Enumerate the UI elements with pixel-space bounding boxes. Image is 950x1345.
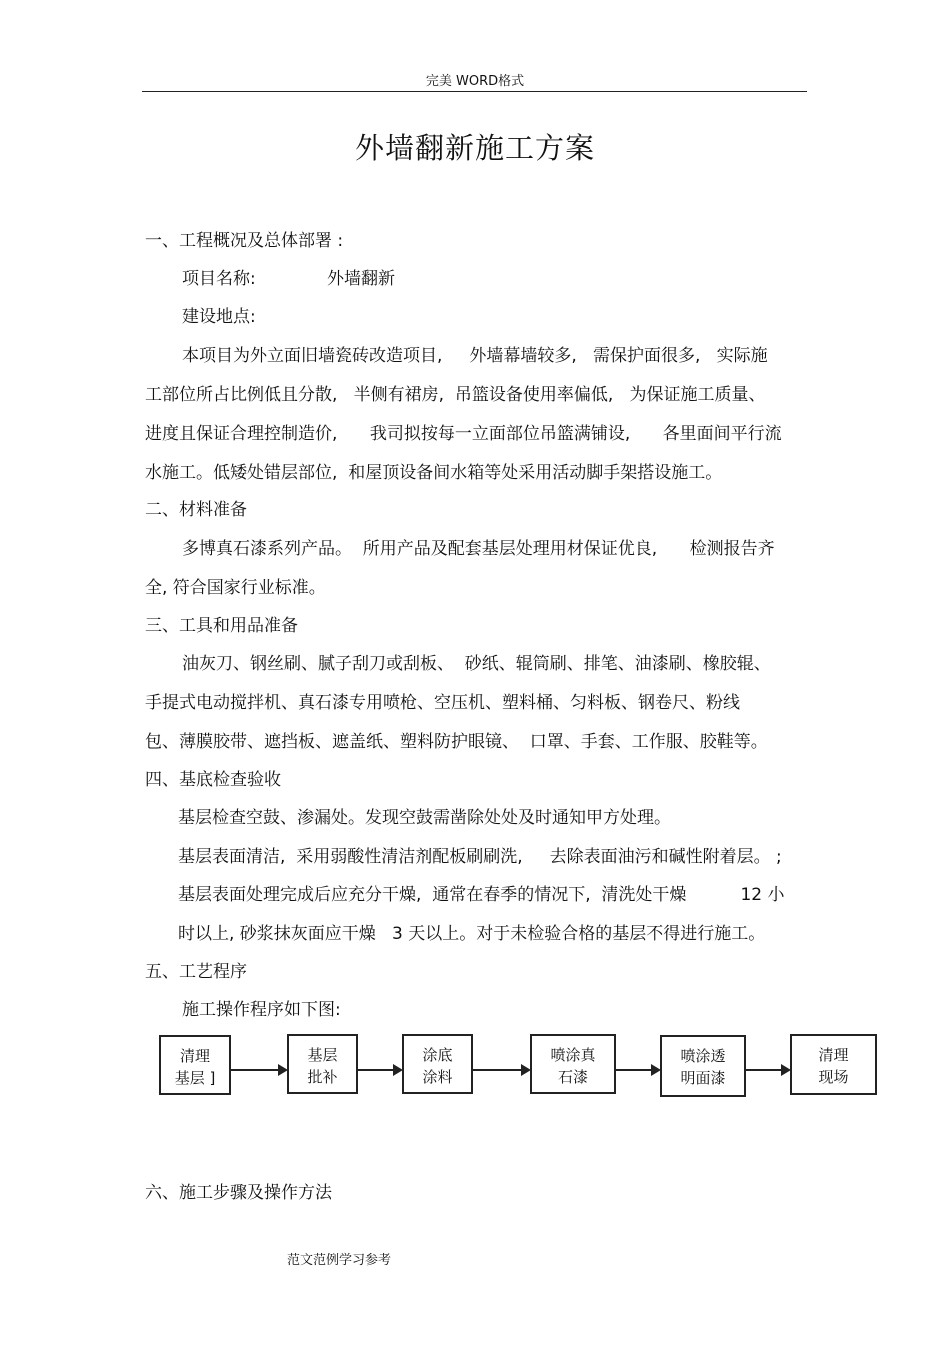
flow-arrow (358, 1069, 401, 1071)
section-4-paragraph-line: 基层检查空鼓、渗漏处。发现空鼓需凿除处处及时通知甲方处理。 (178, 808, 671, 828)
section-2-paragraph-line: 全, 符合国家行业标准。 (145, 578, 326, 598)
flow-step-line2: 现场 (818, 1068, 849, 1086)
flow-arrow (746, 1069, 789, 1071)
section-4-paragraph-line: 时以上, 砂浆抹灰面应干燥 3 天以上。对于未检验合格的基层不得进行施工。 (178, 924, 766, 944)
flow-step-line1: 基层 (307, 1046, 338, 1064)
flow-step-line1: 清理 (818, 1046, 849, 1064)
flow-step-box (660, 1035, 746, 1097)
section-2-heading: 二、材料准备 (145, 500, 247, 520)
site-label: 建设地点: (182, 307, 256, 327)
flow-step-line2: 基层 ] (174, 1069, 216, 1087)
section-4-paragraph-line: 基层表面处理完成后应充分干燥, 通常在春季的情况下, 清洗处干燥 12 小 (178, 885, 785, 905)
section-3-paragraph-line: 手提式电动搅拌机、真石漆专用喷枪、空压机、塑料桶、匀料板、钢卷尺、粉线 (145, 693, 740, 713)
page-header: 完美 WORD格式 (425, 74, 525, 89)
section-5-heading: 五、工艺程序 (145, 962, 247, 982)
project-name-value: 外墙翻新 (327, 269, 395, 289)
flow-step-box (159, 1035, 231, 1095)
header-rule (142, 91, 807, 92)
document-title: 外墙翻新施工方案 (354, 131, 595, 165)
section-3-paragraph-line: 油灰刀、钢丝刷、腻子刮刀或刮板、 砂纸、辊筒刷、排笔、油漆刷、橡胶辊、 (182, 654, 771, 674)
section-1-paragraph-line: 工部位所占比例低且分散, 半侧有裙房, 吊篮设备使用率偏低, 为保证施工质量、 (145, 385, 766, 405)
flow-step-line2: 石漆 (557, 1068, 588, 1086)
flow-step-line1: 涂底 (422, 1046, 453, 1064)
flow-step-line1: 喷涂真 (550, 1046, 596, 1064)
section-3-paragraph-line: 包、薄膜胶带、遮挡板、遮盖纸、塑料防护眼镜、 口罩、手套、工作服、胶鞋等。 (145, 732, 768, 752)
flow-step-line1: 喷涂透 (680, 1047, 726, 1065)
flow-step-line2: 明面漆 (680, 1069, 726, 1087)
section-2-paragraph-line: 多博真石漆系列产品。 所用产品及配套基层处理用材保证优良, 检测报告齐 (182, 539, 775, 559)
flow-step-box (287, 1034, 358, 1094)
section-1-paragraph-line: 水施工。低矮处错层部位, 和屋顶设备间水箱等处采用活动脚手架搭设施工。 (145, 463, 723, 483)
flow-step-box (790, 1034, 877, 1095)
section-1-paragraph-line: 进度且保证合理控制造价, 我司拟按每一立面部位吊篮满铺设, 各里面间平行流 (145, 424, 782, 444)
section-4-heading: 四、基底检查验收 (145, 770, 281, 790)
flow-step-box (402, 1034, 473, 1094)
flow-step-line2: 批补 (307, 1068, 338, 1086)
section-3-heading: 三、工具和用品准备 (145, 616, 298, 636)
section-1-heading: 一、工程概况及总体部署 : (145, 231, 344, 251)
section-1-paragraph-line: 本项目为外立面旧墙瓷砖改造项目, 外墙幕墙较多, 需保护面很多, 实际施 (182, 346, 768, 366)
project-name-label: 项目名称: (182, 269, 256, 289)
flow-arrow (231, 1069, 286, 1071)
section-5-paragraph-line: 施工操作程序如下图: (182, 1000, 341, 1020)
flow-step-line2: 涂料 (422, 1068, 453, 1086)
section-4-paragraph-line: 基层表面清洁, 采用弱酸性清洁剂配板刷刷洗, 去除表面油污和碱性附着层。 ; (178, 847, 782, 867)
flow-arrow (473, 1069, 529, 1071)
flow-arrow (616, 1069, 659, 1071)
flow-step-line1: 清理 (179, 1047, 210, 1065)
page-footer: 范文范例学习参考 (287, 1253, 392, 1268)
section-6-heading: 六、施工步骤及操作方法 (145, 1183, 332, 1203)
flow-step-box (530, 1034, 616, 1094)
